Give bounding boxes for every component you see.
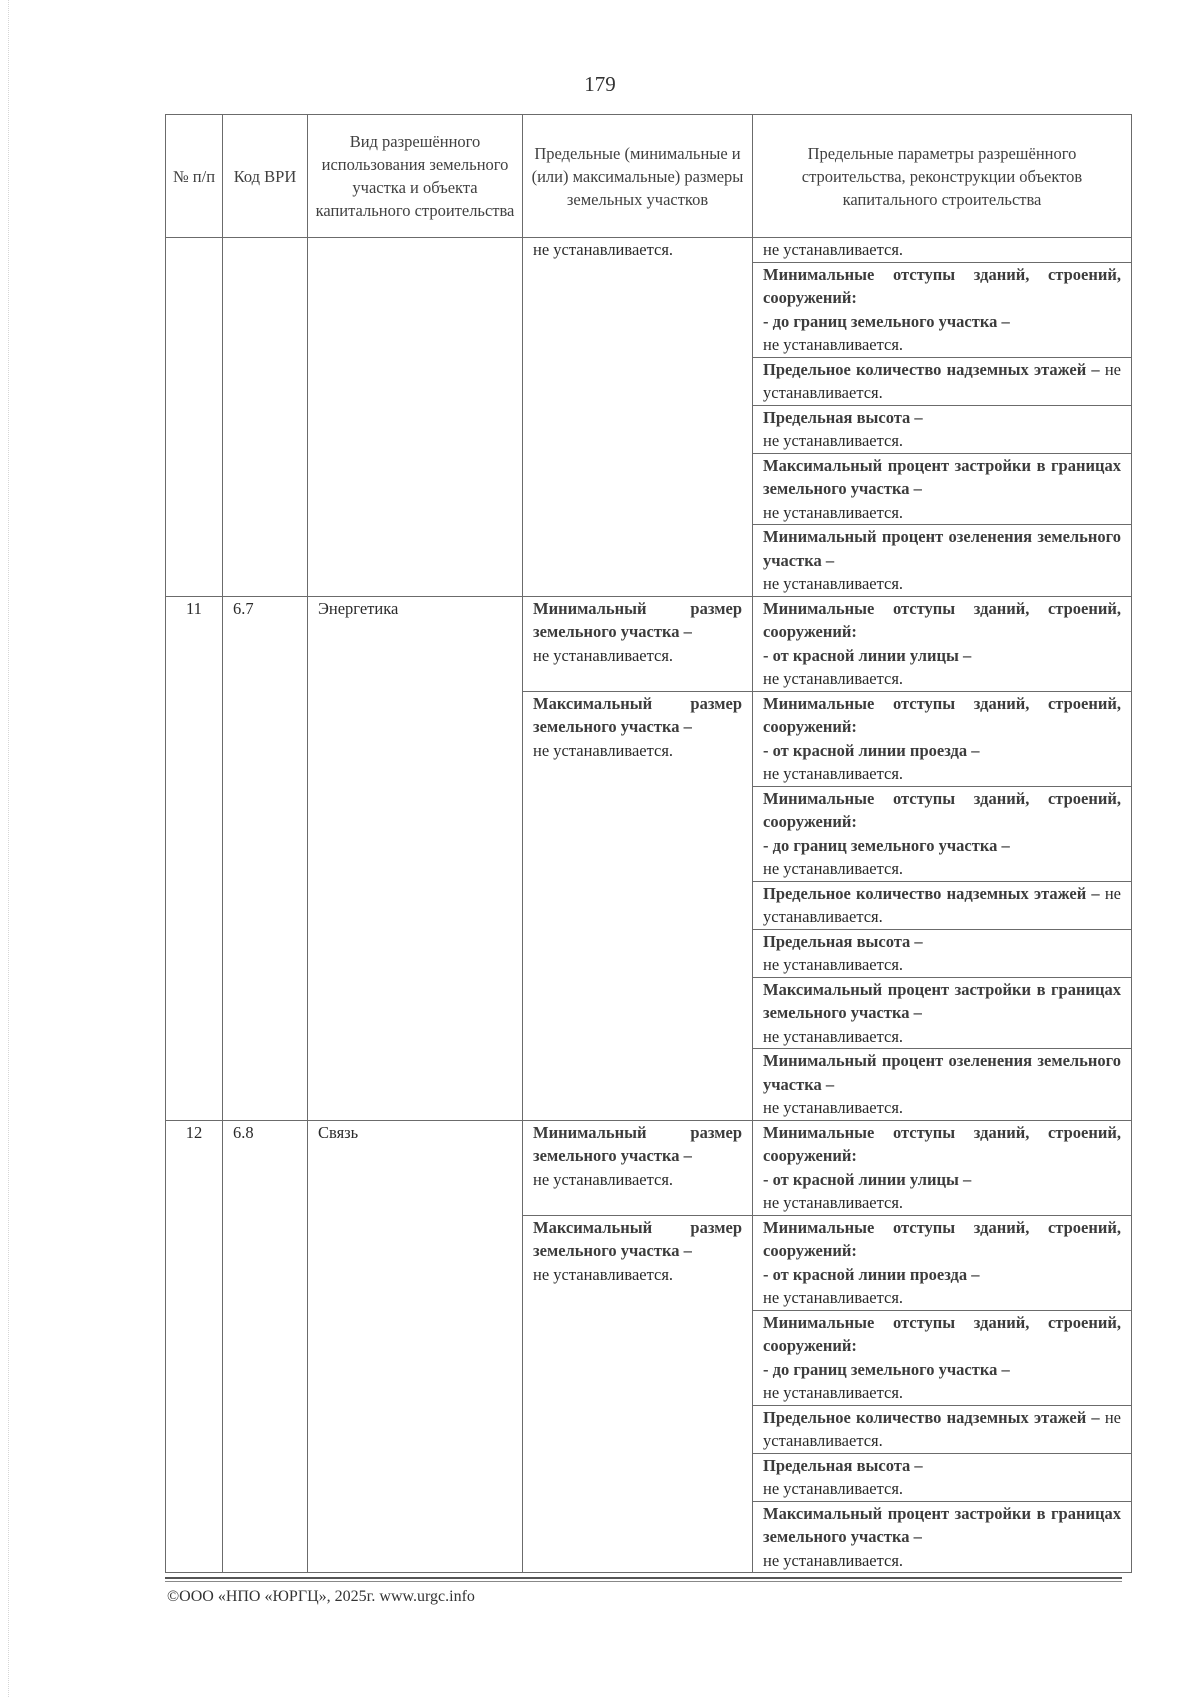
param-value: не устанавливается. bbox=[763, 1479, 904, 1498]
size-cell-max bbox=[523, 1215, 753, 1573]
param-cell bbox=[753, 1453, 1132, 1501]
param-subtitle: - до границ земельного участка – bbox=[763, 1359, 1010, 1379]
table-row bbox=[166, 238, 1132, 263]
header-params: Предельные параметры разрешённого строительства, реконструкции объектов капитального строительства bbox=[753, 115, 1132, 238]
param-cell bbox=[753, 881, 1132, 929]
size-title: Минимальный размер земельного участка – bbox=[533, 598, 742, 641]
param-value: не устанавливается. bbox=[763, 359, 1121, 402]
footer-copyright: ©ООО «НПО «ЮРГЦ», 2025г. www.urgc.info bbox=[167, 1588, 475, 1605]
param-title: Минимальные отступы зданий, строений, сооружений: bbox=[763, 598, 1121, 641]
param-cell bbox=[753, 691, 1132, 786]
param-title: Предельная высота – bbox=[763, 407, 923, 427]
param-value: не устанавливается. bbox=[763, 1407, 1121, 1450]
param-value: не устанавливается. bbox=[763, 1550, 904, 1570]
param-cell bbox=[753, 1215, 1132, 1310]
header-num: № п/п bbox=[166, 115, 223, 238]
footer-divider-thin bbox=[165, 1581, 1122, 1582]
param-cell bbox=[753, 357, 1132, 405]
param-value: не устанавливается. bbox=[763, 883, 1121, 926]
cont-code bbox=[223, 238, 308, 597]
param-cell bbox=[753, 977, 1132, 1049]
param-title: Минимальные отступы зданий, строений, сооружений: bbox=[763, 693, 1121, 736]
header-row bbox=[166, 115, 1132, 238]
size-value: не устанавливается. bbox=[533, 1264, 674, 1284]
size-value: не устанавливается. bbox=[533, 740, 674, 760]
param-title: Минимальный процент озеленения земельного участка – bbox=[763, 1051, 1121, 1094]
param-value: не устанавливается. bbox=[763, 431, 904, 450]
param-title: Минимальные отступы зданий, строений, сооружений: bbox=[763, 1312, 1121, 1355]
table-row bbox=[166, 1120, 1132, 1215]
page-number: 179 bbox=[584, 72, 616, 96]
cont-size bbox=[523, 238, 753, 597]
param-cell bbox=[753, 238, 1132, 263]
param-value: не устанавливается. bbox=[763, 1026, 904, 1046]
param-value: не устанавливается. bbox=[763, 1383, 904, 1402]
param-title: Минимальный процент озеленения земельного участка – bbox=[763, 527, 1121, 570]
param-cell bbox=[753, 786, 1132, 881]
param-cell bbox=[753, 525, 1132, 597]
table-row bbox=[166, 596, 1132, 691]
size-value: не устанавливается. bbox=[533, 645, 674, 665]
param-title: Максимальный процент застройки в границах земельного участка – bbox=[763, 455, 1121, 498]
param-subtitle: - от красной линии улицы – bbox=[763, 645, 972, 665]
param-title: Минимальные отступы зданий, строений, сооружений: bbox=[763, 1122, 1121, 1165]
param-title: Минимальные отступы зданий, строений, сооружений: bbox=[763, 1217, 1121, 1260]
scan-edge bbox=[8, 0, 9, 1697]
size-title: Максимальный размер земельного участка – bbox=[533, 1217, 742, 1260]
size-cell-min bbox=[523, 596, 753, 691]
footer-divider bbox=[165, 1577, 1122, 1579]
param-subtitle: - до границ земельного участка – bbox=[763, 311, 1010, 331]
cont-num bbox=[166, 238, 223, 597]
param-value: не устанавливается. bbox=[763, 764, 904, 783]
param-value: не устанавливается. bbox=[763, 240, 904, 259]
header-code: Код ВРИ bbox=[223, 115, 308, 238]
param-cell bbox=[753, 1501, 1132, 1573]
param-title: Максимальный процент застройки в границах земельного участка – bbox=[763, 1503, 1121, 1546]
row-code: 6.8 bbox=[223, 1120, 308, 1573]
header-sizes: Предельные (минимальные и (или) максимальные) размеры земельных участков bbox=[523, 115, 753, 238]
param-title: Предельное количество надземных этажей – bbox=[763, 359, 1100, 379]
param-title: Предельное количество надземных этажей – bbox=[763, 883, 1100, 903]
size-cell-min bbox=[523, 1120, 753, 1215]
header-kind: Вид разрешённого использования земельного участка и объекта капитального строительства bbox=[308, 115, 523, 238]
size-value: не устанавливается. bbox=[533, 1169, 674, 1189]
param-value: не устанавливается. bbox=[763, 859, 904, 878]
param-cell bbox=[753, 1120, 1132, 1215]
cont-kind bbox=[308, 238, 523, 597]
param-cell bbox=[753, 596, 1132, 691]
param-cell bbox=[753, 453, 1132, 525]
size-cell-max bbox=[523, 691, 753, 1120]
param-title: Предельная высота – bbox=[763, 1455, 923, 1475]
param-cell bbox=[753, 262, 1132, 357]
param-cell bbox=[753, 1049, 1132, 1121]
param-title: Предельная высота – bbox=[763, 931, 923, 951]
param-value: не устанавливается. bbox=[763, 669, 904, 688]
row-kind: Энергетика bbox=[308, 596, 523, 1120]
param-value: не устанавливается. bbox=[763, 1098, 904, 1117]
param-subtitle: - от красной линии проезда – bbox=[763, 1264, 980, 1284]
row-code: 6.7 bbox=[223, 596, 308, 1120]
param-value: не устанавливается. bbox=[763, 955, 904, 974]
param-value: не устанавливается. bbox=[763, 1288, 904, 1307]
size-title: Максимальный размер земельного участка – bbox=[533, 693, 742, 736]
param-title: Максимальный процент застройки в границах земельного участка – bbox=[763, 979, 1121, 1022]
param-title: Минимальные отступы зданий, строений, сооружений: bbox=[763, 264, 1121, 307]
param-cell bbox=[753, 1405, 1132, 1453]
param-value: не устанавливается. bbox=[763, 574, 904, 593]
param-cell bbox=[753, 405, 1132, 453]
param-title: Минимальные отступы зданий, строений, сооружений: bbox=[763, 788, 1121, 831]
row-num: 11 bbox=[166, 596, 223, 1120]
param-cell bbox=[753, 1310, 1132, 1405]
param-title: Предельное количество надземных этажей – bbox=[763, 1407, 1100, 1427]
cont-size-value: не устанавливается. bbox=[533, 240, 674, 259]
param-subtitle: - до границ земельного участка – bbox=[763, 835, 1010, 855]
param-value: не устанавливается. bbox=[763, 502, 904, 522]
param-cell bbox=[753, 929, 1132, 977]
size-title: Минимальный размер земельного участка – bbox=[533, 1122, 742, 1165]
row-kind: Связь bbox=[308, 1120, 523, 1573]
param-subtitle: - от красной линии улицы – bbox=[763, 1169, 972, 1189]
regulations-table bbox=[165, 114, 1132, 1573]
param-subtitle: - от красной линии проезда – bbox=[763, 740, 980, 760]
row-num: 12 bbox=[166, 1120, 223, 1573]
param-value: не устанавливается. bbox=[763, 335, 904, 354]
param-value: не устанавливается. bbox=[763, 1193, 904, 1212]
